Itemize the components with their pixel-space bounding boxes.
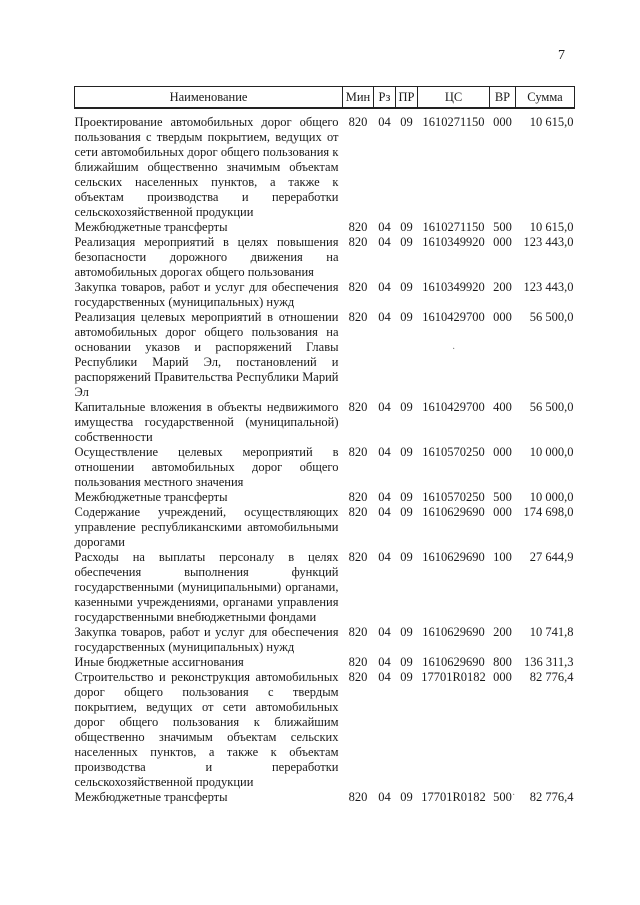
row-sum: 10 615,0: [529, 115, 574, 129]
header-row: [75, 87, 575, 109]
row-cs: 1610629690: [422, 625, 485, 639]
table-row: [75, 670, 575, 790]
row-vr: 500: [493, 490, 512, 504]
row-pr: 09: [400, 310, 413, 324]
table-row: [75, 445, 575, 490]
row-sum: 27 644,9: [529, 550, 574, 564]
row-sum: 56 500,0: [529, 400, 574, 414]
row-rz: 04: [378, 625, 391, 639]
row-vr: 800: [493, 655, 512, 669]
row-cs: 1610629690: [422, 550, 485, 564]
row-pr: 09: [400, 220, 413, 234]
row-pr: 09: [400, 790, 413, 804]
table-row: [75, 310, 575, 400]
row-sum: 136 311,3: [523, 655, 574, 669]
table-row: [75, 625, 575, 655]
row-sum: 123 443,0: [523, 280, 574, 294]
row-pr: 09: [400, 115, 413, 129]
row-pr: 09: [400, 505, 413, 519]
row-name: Расходы на выплаты персоналу в целях обеспечения выполнения функций государственными (муниципальными) органами, казенными учреждениями, органами управления государственными внебюджетными фондами: [74, 550, 339, 624]
row-cs: 1610629690: [422, 655, 485, 669]
table-row: [75, 400, 575, 445]
table-row: [75, 220, 575, 235]
row-vr: 500: [493, 220, 512, 234]
header-sum: Сумма: [516, 87, 575, 109]
row-rz: 04: [378, 235, 391, 249]
row-pr: 09: [400, 655, 413, 669]
row-name: Межбюджетные трансферты: [74, 790, 228, 804]
scan-speck: ·: [512, 790, 516, 801]
row-vr: 200: [493, 625, 512, 639]
row-cs: 1610429700: [422, 310, 485, 324]
row-vr: 000: [493, 115, 512, 129]
row-min: 820: [348, 280, 368, 294]
table-row: [75, 280, 575, 310]
row-min: 820: [348, 235, 368, 249]
row-rz: 04: [378, 550, 391, 564]
row-sum: 56 500,0: [529, 310, 574, 324]
row-name: Закупка товаров, работ и услуг для обеспечения государственных (муниципальных) нужд: [74, 625, 339, 654]
row-min: 820: [348, 400, 368, 414]
row-name: Проектирование автомобильных дорог общего пользования с твердым покрытием, ведущих от сети автомобильных дорог общего пользования к ближайшим общественно значимым объектам сельских населенных пунктов, а также к объектам производства и переработки сельскохозяйственной продукции: [74, 115, 339, 219]
row-cs: 1610570250: [422, 490, 485, 504]
row-vr: 000: [493, 670, 512, 684]
row-rz: 04: [378, 220, 391, 234]
row-name: Межбюджетные трансферты: [74, 220, 228, 234]
row-rz: 04: [378, 505, 391, 519]
row-cs: 17701R0182: [421, 670, 486, 684]
scan-speck: ·: [452, 344, 456, 355]
row-sum: 123 443,0: [523, 235, 574, 249]
row-vr: 400: [493, 400, 512, 414]
table-body: [75, 108, 575, 805]
row-rz: 04: [378, 670, 391, 684]
row-cs: 1610429700: [422, 400, 485, 414]
row-vr: 000: [493, 235, 512, 249]
row-cs: 1610271150: [422, 220, 485, 234]
header-name: Наименование: [75, 87, 343, 109]
table-row: [75, 505, 575, 550]
row-vr: 000: [493, 505, 512, 519]
table-row: [75, 490, 575, 505]
row-rz: 04: [378, 310, 391, 324]
row-cs: 1610349920: [422, 280, 485, 294]
row-min: 820: [348, 310, 368, 324]
row-sum: 82 776,4: [529, 670, 574, 684]
row-name: Капитальные вложения в объекты недвижимого имущества государственной (муниципальной) собственности: [74, 400, 339, 444]
row-vr: 200: [493, 280, 512, 294]
row-pr: 09: [400, 445, 413, 459]
row-pr: 09: [400, 550, 413, 564]
row-cs: 1610349920: [422, 235, 485, 249]
header-pr: ПР: [396, 87, 418, 109]
row-min: 820: [348, 655, 368, 669]
row-name: Иные бюджетные ассигнования: [74, 655, 244, 669]
row-cs: 1610570250: [422, 445, 485, 459]
row-vr: 500: [493, 790, 512, 804]
table-row: [75, 108, 575, 220]
row-name: Межбюджетные трансферты: [74, 490, 228, 504]
row-min: 820: [348, 790, 368, 804]
row-cs: 1610271150: [422, 115, 485, 129]
row-cs: 1610629690: [422, 505, 485, 519]
header-vr: ВР: [490, 87, 516, 109]
row-sum: 10 615,0: [529, 220, 574, 234]
row-rz: 04: [378, 655, 391, 669]
row-min: 820: [348, 550, 368, 564]
page-number: 7: [558, 48, 565, 63]
row-min: 820: [348, 505, 368, 519]
header-cs: ЦС: [418, 87, 490, 109]
header-rz: Рз: [374, 87, 396, 109]
row-min: 820: [348, 625, 368, 639]
row-min: 820: [348, 220, 368, 234]
table-row: [75, 550, 575, 625]
row-pr: 09: [400, 670, 413, 684]
row-vr: 100: [493, 550, 512, 564]
table-row: [75, 790, 575, 805]
budget-table: [74, 86, 575, 805]
row-min: 820: [348, 115, 368, 129]
row-vr: 000: [493, 445, 512, 459]
row-sum: 82 776,4: [529, 790, 574, 804]
row-rz: 04: [378, 115, 391, 129]
row-name: Реализация целевых мероприятий в отношении автомобильных дорог общего пользования на основании указов и распоряжений Главы Республики Марий Эл, постановлений и распоряжений Правительства Республики Марий Эл: [74, 310, 339, 399]
row-name: Строительство и реконструкция автомобильных дорог общего пользования с твердым покрытием, ведущих от сети автомобильных дорог общего пользования к ближайшим общественно значимым объектам сельских населенных пунктов, а также к объектам производства и переработки сельскохозяйственной продукции: [74, 670, 339, 789]
row-min: 820: [348, 670, 368, 684]
row-name: Закупка товаров, работ и услуг для обеспечения государственных (муниципальных) нужд: [74, 280, 339, 309]
row-rz: 04: [378, 790, 391, 804]
row-cs: 17701R0182: [421, 790, 486, 804]
row-sum: 10 000,0: [529, 445, 574, 459]
row-pr: 09: [400, 400, 413, 414]
row-pr: 09: [400, 235, 413, 249]
row-sum: 10 741,8: [529, 625, 574, 639]
row-name: Содержание учреждений, осуществляющих управление республиканскими автомобильными дорогами: [74, 505, 339, 549]
row-rz: 04: [378, 280, 391, 294]
row-pr: 09: [400, 490, 413, 504]
row-min: 820: [348, 445, 368, 459]
row-vr: 000: [493, 310, 512, 324]
row-name: Осуществление целевых мероприятий в отношении автомобильных дорог общего пользования местного значения: [74, 445, 339, 489]
row-rz: 04: [378, 400, 391, 414]
row-pr: 09: [400, 625, 413, 639]
header-min: Мин: [343, 87, 374, 109]
row-rz: 04: [378, 445, 391, 459]
row-sum: 174 698,0: [523, 505, 574, 519]
row-min: 820: [348, 490, 368, 504]
table-row: [75, 235, 575, 280]
table-row: [75, 655, 575, 670]
row-name: Реализация мероприятий в целях повышения безопасности дорожного движения на автомобильных дорогах общего пользования: [74, 235, 339, 279]
table-header: [75, 87, 575, 109]
row-sum: 10 000,0: [529, 490, 574, 504]
row-rz: 04: [378, 490, 391, 504]
row-pr: 09: [400, 280, 413, 294]
